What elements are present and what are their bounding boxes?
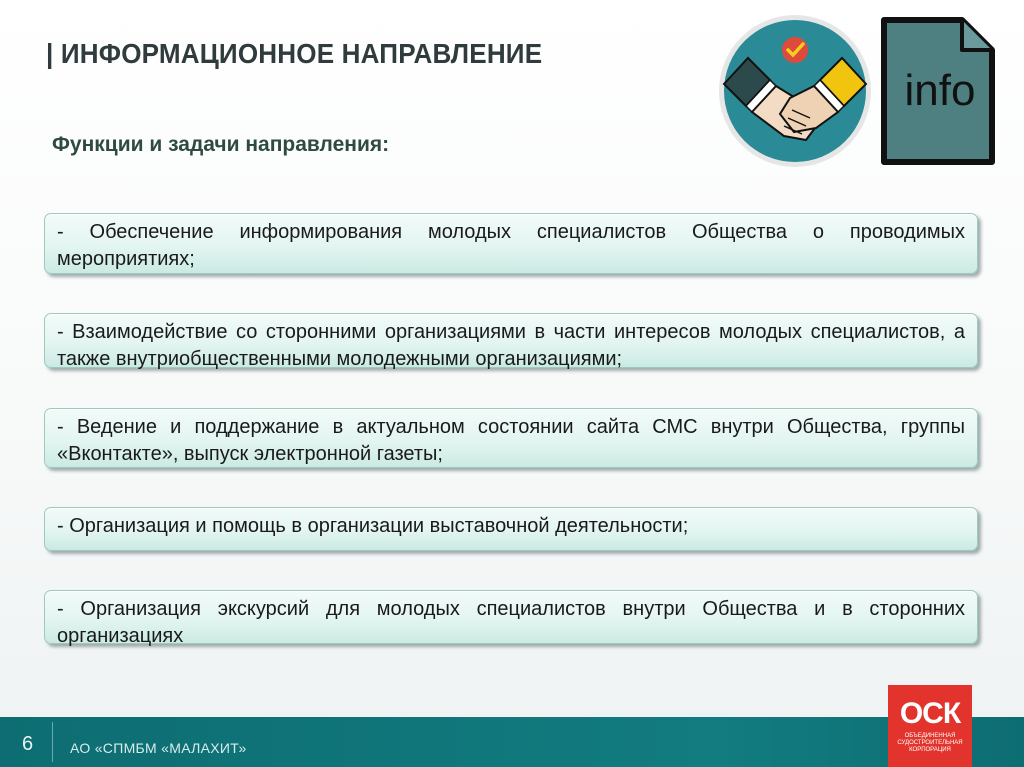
footer-divider	[52, 722, 53, 762]
osk-logo	[888, 685, 972, 767]
slide-subtitle: Функции и задачи направления:	[52, 133, 390, 156]
task-item-text: - Взаимодействие со сторонними организациями в части интересов молодых специалистов, а также внутриобщественными молодежными организациями;	[57, 321, 965, 370]
task-item-text: - Организация экскурсий для молодых специалистов внутри Общества и в сторонних организациях	[57, 598, 965, 647]
task-item	[44, 213, 978, 274]
logo-text: ОСК	[899, 697, 961, 730]
task-item	[44, 313, 978, 368]
page-number: 6	[22, 733, 34, 755]
logo-subtext: ОБЪЕДИНЕННАЯ СУДОСТРОИТЕЛЬНАЯ КОРПОРАЦИЯ	[897, 733, 963, 753]
task-item-text: - Обеспечение информирования молодых специалистов Общества о проводимых мероприятиях;	[57, 221, 965, 270]
company-name: АО «СПМБМ «МАЛАХИТ»	[70, 740, 247, 756]
slide-title: | ИНФОРМАЦИОННОЕ НАПРАВЛЕНИЕ	[46, 38, 543, 69]
task-item-text: - Организация и помощь в организации выставочной деятельности;	[57, 515, 689, 537]
info-label: info	[904, 66, 976, 115]
task-item-text: - Ведение и поддержание в актуальном состоянии сайта СМС внутри Общества, группы «Вконтакте», выпуск электронной газеты;	[57, 416, 965, 465]
task-item	[44, 408, 978, 468]
task-item	[44, 590, 978, 647]
handshake-icon	[718, 14, 872, 168]
task-item	[44, 507, 978, 551]
